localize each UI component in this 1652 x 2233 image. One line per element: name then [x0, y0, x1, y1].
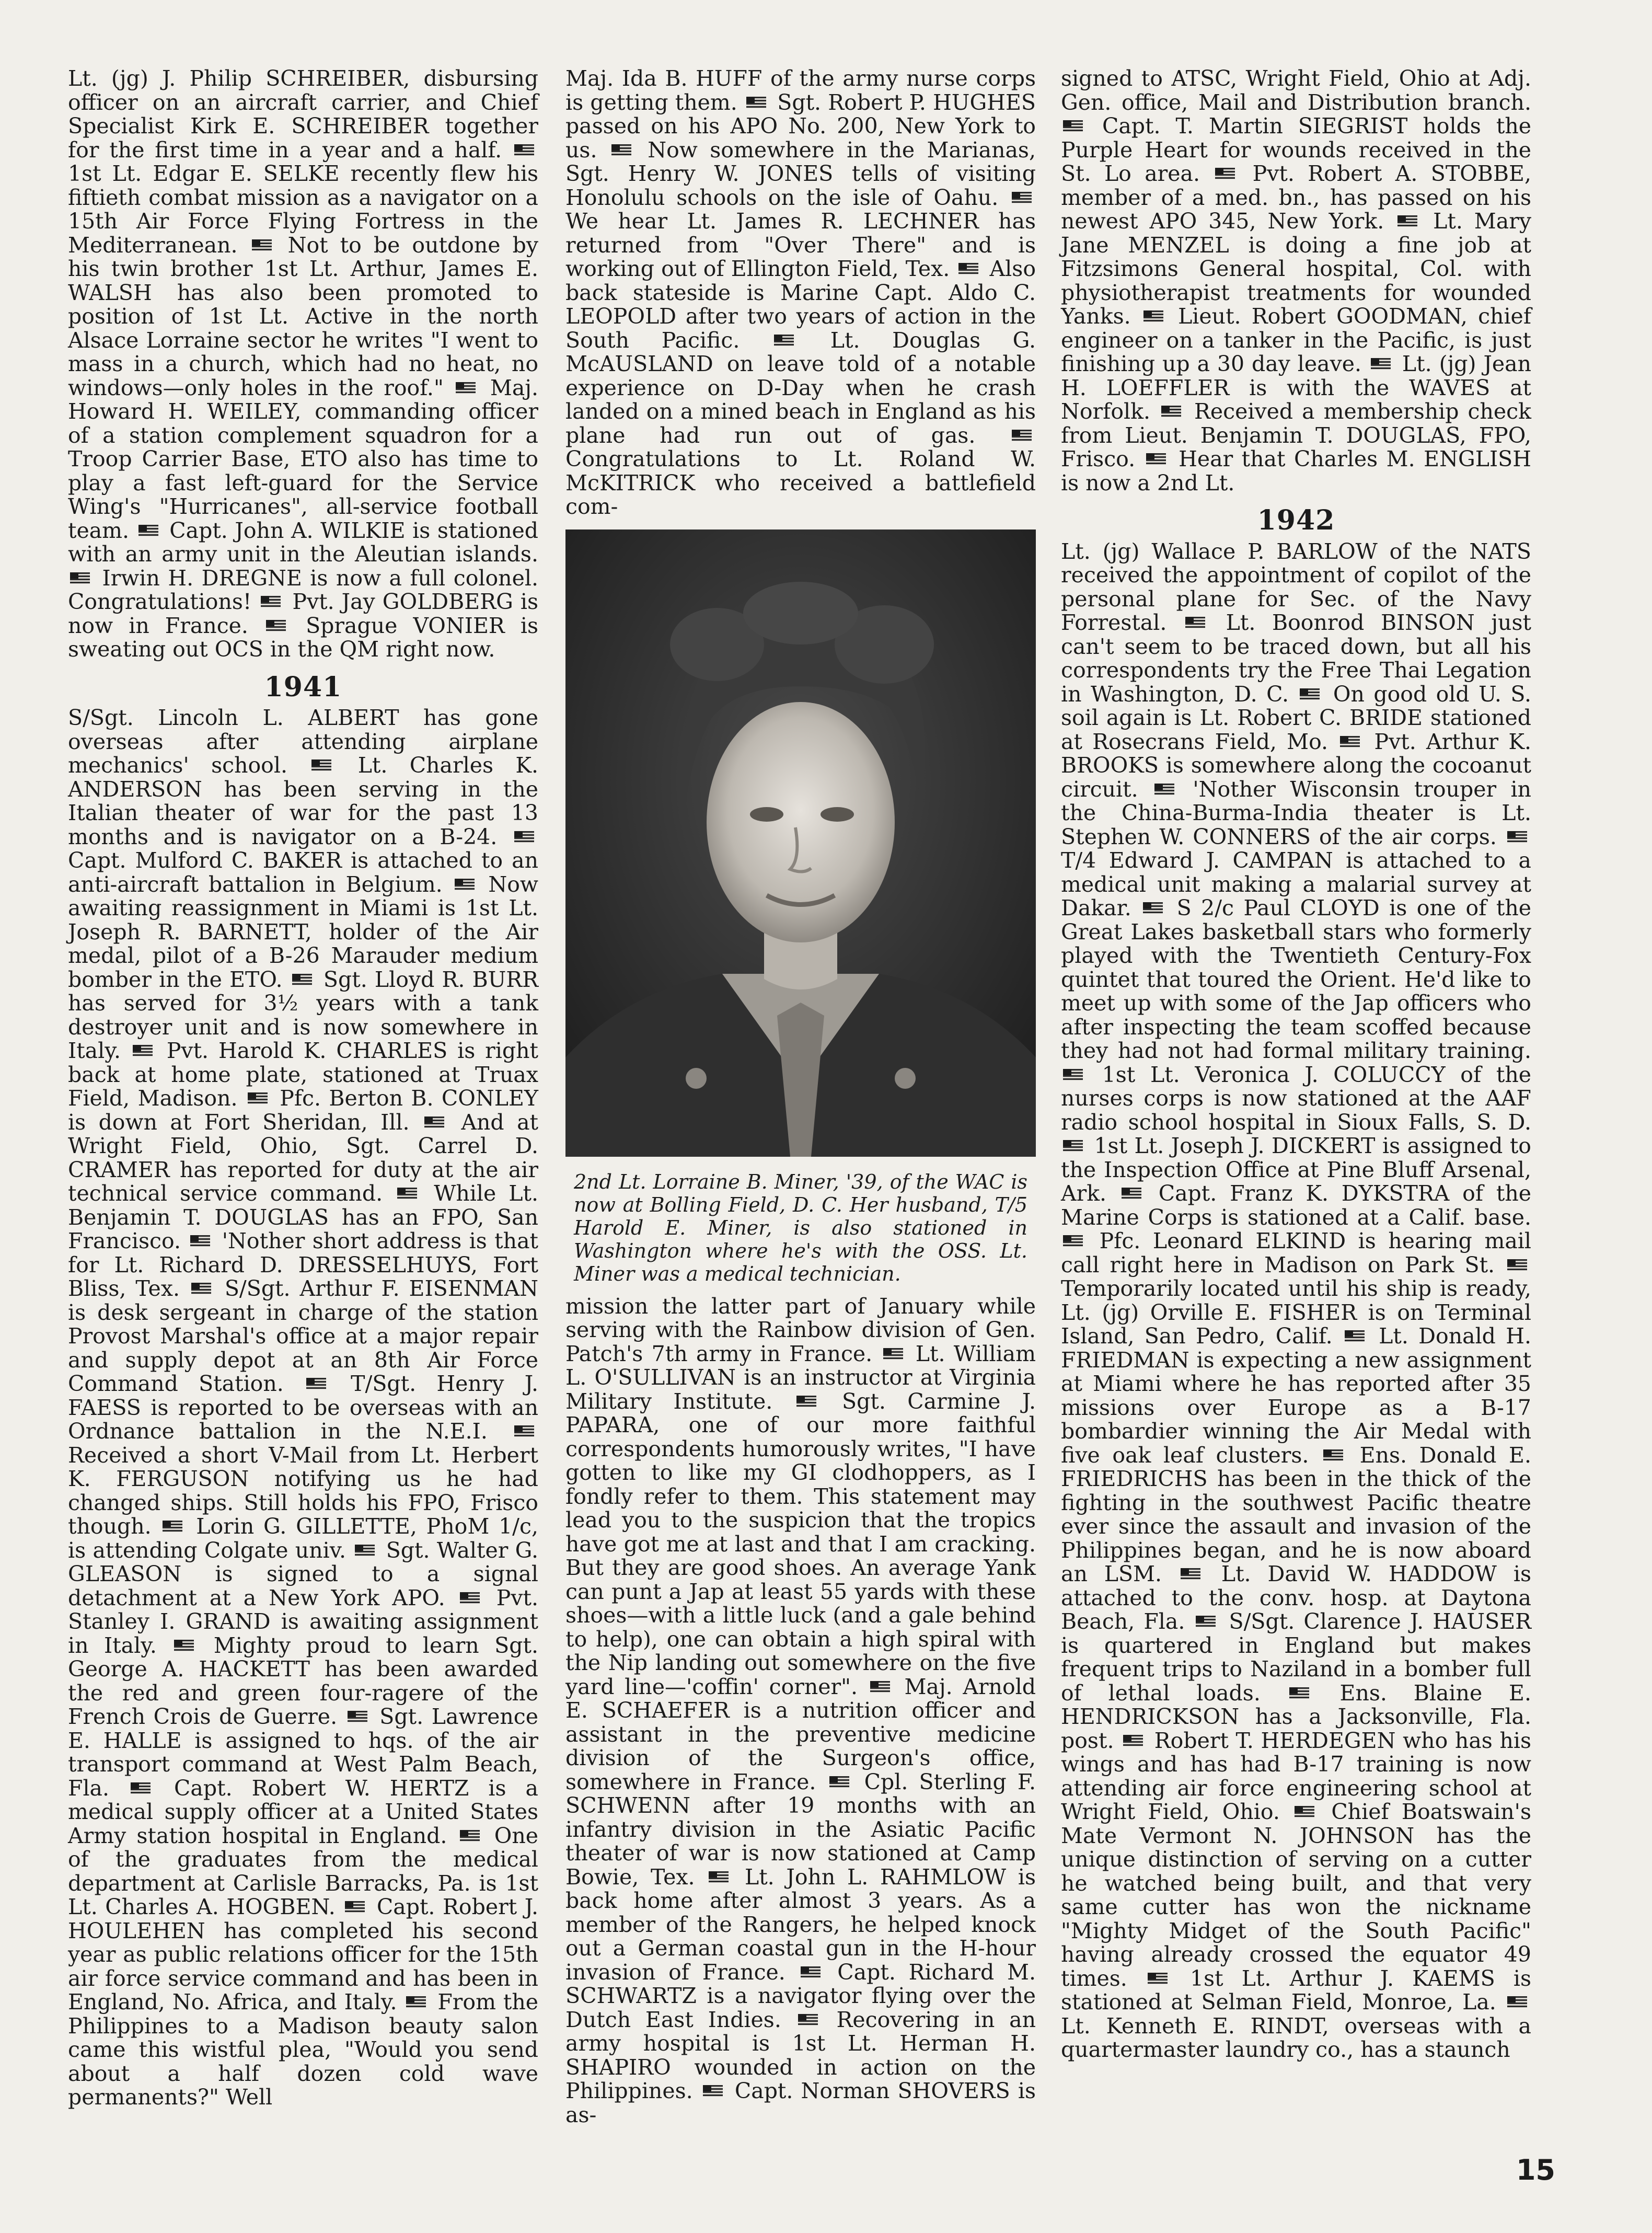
flag-separator-icon — [133, 1045, 153, 1056]
flag-separator-icon — [455, 879, 475, 890]
page-number: 15 — [1516, 2154, 1555, 2186]
flag-separator-icon — [261, 596, 281, 607]
flag-separator-icon — [1143, 902, 1163, 914]
flag-separator-icon — [1123, 1735, 1143, 1746]
flag-separator-icon — [397, 1188, 417, 1199]
flag-separator-icon — [514, 1425, 534, 1437]
flag-separator-icon — [958, 263, 978, 274]
flag-separator-icon — [1012, 192, 1032, 203]
flag-separator-icon — [266, 620, 286, 631]
flag-separator-icon — [1143, 310, 1163, 322]
flag-separator-icon — [709, 1871, 729, 1883]
flag-separator-icon — [829, 1776, 849, 1788]
flag-separator-icon — [1161, 406, 1181, 417]
flag-separator-icon — [611, 144, 631, 156]
flag-separator-icon — [248, 1092, 268, 1104]
flag-separator-icon — [424, 1116, 444, 1128]
flag-separator-icon — [1154, 784, 1174, 795]
class-notes-1942: Lt. (jg) Wallace P. BARLOW of the NATS received the appointment of copilot of the personal plane for Sec. of the Navy Forrestal. Lt. Boonrod BINSON just can't seem to be traced down, but all his correspondents try the Free Thai Legation in Washington, D. C. On good old U. S. soil again is Lt. Robert C. BRIDE stationed at Rosecrans Field, Mo. Pvt. Arthur K. BROOKS is somewhere along the cocoanut circuit. 'Nother Wisconsin trouper in the China-Burma-India theater is Lt. Stephen W. CONNERS of the air corps. T/4 Edward J. CAMPAN is attached to a medical unit making a malarial survey at Dakar. S 2/c Paul CLOYD is one of the Great Lakes basketball stars who formerly played with the Twentieth Century-Fox quintet that toured the Orient. He'd like to meet up with some of the Jap officers who after inspecting the team scoffed because they had not had formal military training. 1st Lt. Veronica J. COLUCCY of the nurses corps is now stationed at the AAF radio school hospital in Sioux Falls, S. D. 1st Lt. Joseph J. DICKERT is assigned to the Inspection Office at Pine Bluff Arsenal, Ark. Capt. Franz K. DYKSTRA of the Marine Corps is stationed at a Calif. base. Pfc. Leonard ELKIND is hearing mail call right here in Madison on Park St. Temporarily located until his ship is ready, Lt. (jg) Orville E. FISHER is on Terminal Island, San Pedro, Calif. Lt. Donald H. FRIEDMAN is expecting a new assignment at Miami where he has reported after 35 missions over Europe as a B-17 bombardier winning the Air Medal with five oak leaf clusters. Ens. Donald E. FRIEDRICHS has been in the thick of the fighting in the southwest Pacific theatre ever since the assault and invasion of the Philippines began, and he is now aboard an LSM. Lt. David W. HADDOW is attached to the conv. hosp. at Daytona Beach, Fla. S/Sgt. Clarence J. HAUSER is quartered in England but makes frequent trips to Naziland in a bomber full of lethal loads. Ens. Blaine E. HENDRICKSON has a Jacksonville, Fla. post. Robert T. HERDEGEN who has his wings and has had B-17 training is now attending air force engineering school at Wright Field, Ohio. Chief Boatswain's Mate Vermont N. JOHNSON has the unique distinction of serving on a cutter he watched being built, and that very same cutter has won the nickname "Mighty Midget of the South Pacific" having already crossed the equator 49 times. 1st Lt. Arthur J. KAEMS is stationed at Selman Field, Monroe, La. Lt. Kenneth E. RINDT, overseas with a quartermaster laundry co., has a staunch — [1061, 538, 1532, 2062]
flag-separator-icon — [798, 2014, 818, 2025]
flag-separator-icon — [306, 1378, 326, 1389]
flag-separator-icon — [1146, 453, 1166, 465]
flag-separator-icon — [1507, 1259, 1527, 1271]
flag-separator-icon — [190, 1235, 210, 1247]
flag-separator-icon — [1063, 1069, 1083, 1080]
flag-separator-icon — [138, 525, 158, 536]
portrait-image — [565, 530, 1036, 1157]
class-notes-1941: S/Sgt. Lincoln L. ALBERT has gone overseas after attending airplane mechanics' school. Lt. Charles K. ANDERSON has been serving in the Italian theater of war for the past 13 months and is navigator on a B-24. Capt. Mulford C. BAKER is attached to an anti-aircraft battalion in Belgium. Now awaiting reassignment in Miami is 1st Lt. Joseph R. BARNETT, holder of the Air medal, pilot of a B-26 Marauder medium bomber in the ETO. Sgt. Lloyd R. BURR has served for 3½ years with a tank destroyer unit and is now somewhere in Italy. Pvt. Harold K. CHARLES is right back at home plate, stationed at Truax Field, Madison. Pfc. Berton B. CONLEY is down at Fort Sheridan, Ill. And at Wright Field, Ohio, Sgt. Carrel D. CRAMER has reported for duty at the air technical service command. While Lt. Benjamin T. DOUGLAS has an FPO, San Francisco. 'Nother short address is that for Lt. Richard D. DRESSELHUYS, Fort Bliss, Tex. S/Sgt. Arthur F. EISENMAN is desk sergeant in charge of the station Provost Marshal's office at a major repair and supply depot at an 8th Air Force Command Station. T/Sgt. Henry J. FAESS is reported to be overseas with an Ordnance battalion in the N.E.I. Received a short V-Mail from Lt. Herbert K. FERGUSON notifying us he had changed ships. Still holds his FPO, Frisco though. Lorin G. GILLETTE, PhoM 1/c, is attending Colgate univ. Sgt. Walter G. GLEASON is signed to a signal detachment at a New York APO. Pvt. Stanley I. GRAND is awaiting assignment in Italy. Mighty proud to learn Sgt. George A. HACKETT has been awarded the red and green four-ragere of the French Crois de Guerre. Sgt. Lawrence E. HALLE is assigned to hqs. of the air transport command at West Palm Beach, Fla. Capt. Robert W. HERTZ is a medical supply officer at a United States Army station hospital in England. One of the graduates from the medical department at Carlisle Barracks, Pa. is 1st Lt. Charles A. HOGBEN. Capt. Robert J. HOULEHEN has completed his second year as public relations officer for the 15th air force service command and has been in England, No. Africa, and Italy. From the Philippines to a Madison beauty salon came this wistful plea, "Would you send about a half dozen cold wave permanents?" Well — [68, 705, 539, 2110]
flag-separator-icon — [514, 144, 534, 156]
flag-separator-icon — [460, 1830, 480, 1841]
flag-separator-icon — [870, 1681, 890, 1693]
flag-separator-icon — [703, 2085, 723, 2097]
flag-separator-icon — [1063, 1140, 1083, 1152]
flag-separator-icon — [514, 831, 534, 843]
class-notes-1941-middle-bottom: mission the latter part of January while serving with the Rainbow division of Gen. Patch's 7th army in France. Lt. William L. O'SULLIVAN is an instructor at Virginia Military Institute. Sgt. Carmine J. PAPARA, one of our more faithful correspondents humorously writes, "I have gotten to like my GI clodhoppers, as I fondly refer to them. This statement may lead you to the suspicion that the tropics have got me at last and that I am cracking. But they are good shoes. An average Yank can punt a Jap at least 55 yards with these shoes—with a little luck (and a gale behind to help), one can obtain a high spiral with the Nip landing out somewhere on the five yard line—'coffin' corner". Maj. Arnold E. SCHAEFER is a nutrition officer and assistant in the preventive medicine division of the Surgeon's office, somewhere in France. Cpl. Sterling F. SCHWENN after 19 months with an infantry division in the Asiatic Pacific theater of war is now stationed at Camp Bowie, Tex. Lt. John L. RAHMLOW is back home after almost 3 years. As a member of the Rangers, he helped knock out a German coastal gun in the H-hour invasion of France. Capt. Richard M. SCHWARTZ is a navigator flying over the Dutch East Indies. Recovering in an army hospital is 1st Lt. Herman H. SHAPIRO wounded in action on the Philippines. Capt. Norman SHOVERS is as- — [565, 1293, 1036, 2127]
class-notes-1941-middle-top: Maj. Ida B. HUFF of the army nurse corps is getting them. Sgt. Robert P. HUGHES passed on his APO No. 200, New York to us. Now somewhere in the Marianas, Sgt. Henry W. JONES tells of visiting Honolulu schools on the isle of Oahu. We hear Lt. James R. LECHNER has returned from "Over There" and is working out of Ellington Field, Tex. Also back stateside is Marine Capt. Aldo C. LEOPOLD after two years of action in the South Pacific. Lt. Douglas G. McAUSLAND on leave told of a notable experience on D-Day when he crash landed on a mined beach in England as his plane had run out of gas. Congratulations to Lt. Roland W. McKITRICK who received a battlefield com- — [565, 66, 1036, 519]
flag-separator-icon — [174, 1640, 194, 1651]
flag-separator-icon — [1215, 168, 1235, 179]
flag-separator-icon — [345, 1901, 365, 1913]
flag-separator-icon — [406, 1996, 426, 2008]
flag-separator-icon — [796, 1396, 816, 1407]
flag-separator-icon — [774, 335, 794, 346]
flag-separator-icon — [1345, 1330, 1365, 1342]
flag-separator-icon — [1295, 1806, 1314, 1817]
flag-separator-icon — [460, 1592, 480, 1604]
portrait-figure — [565, 530, 1036, 1285]
flag-separator-icon — [1185, 617, 1205, 628]
flag-separator-icon — [456, 382, 476, 394]
flag-separator-icon — [355, 1545, 375, 1556]
flag-separator-icon — [252, 239, 272, 251]
flag-separator-icon — [883, 1348, 903, 1360]
flag-separator-icon — [1148, 1973, 1168, 1984]
flag-separator-icon — [1340, 736, 1360, 747]
flag-separator-icon — [1063, 120, 1083, 132]
column-left — [68, 67, 538, 2194]
year-heading-1942: 1942 — [1257, 504, 1335, 536]
column-right — [1061, 67, 1531, 2194]
flag-separator-icon — [1289, 1687, 1309, 1699]
flag-separator-icon — [1181, 1568, 1200, 1580]
flag-separator-icon — [348, 1711, 367, 1722]
flag-separator-icon — [1323, 1449, 1343, 1461]
flag-separator-icon — [1063, 1235, 1083, 1247]
class-notes-1940-continued: Lt. (jg) J. Philip SCHREIBER, disbursing officer on an aircraft carrier, and Chief Specialist Kirk E. SCHREIBER together for the first time in a year and a half. 1st Lt. Edgar E. SELKE recently flew his fiftieth combat mission as a navigator on a 15th Air Force Flying Fortress in the Mediterranean. Not to be outdone by his twin brother 1st Lt. Arthur, James E. WALSH has also been promoted to position of 1st Lt. Active in the north Alsace Lorraine sector he writes "I went to mass in a church, which had no heat, no windows—only holes in the roof." Maj. Howard H. WEILEY, commanding officer of a station complement squadron for a Troop Carrier Base, ETO also has time to play a fast left-guard for the Service Wing's "Hurricanes", all-service football team. Capt. John A. WILKIE is stationed with an army unit in the Aleutian islands. Irwin H. DREGNE is now a full colonel. Congratulations! Pvt. Jay GOLDBERG is now in France. Sprague VONIER is sweating out OCS in the QM right now. — [68, 66, 539, 662]
flag-separator-icon — [311, 759, 331, 771]
portrait-photo — [565, 530, 1036, 1157]
flag-separator-icon — [801, 1966, 821, 1978]
flag-separator-icon — [1300, 688, 1320, 700]
column-middle — [565, 67, 1036, 2194]
flag-separator-icon — [131, 1782, 151, 1794]
flag-separator-icon — [70, 572, 90, 584]
flag-separator-icon — [191, 1283, 211, 1294]
flag-separator-icon — [1012, 430, 1032, 441]
flag-separator-icon — [1196, 1616, 1216, 1627]
class-notes-1941-right-top: signed to ATSC, Wright Field, Ohio at Adj. Gen. office, Mail and Distribution branch. Capt. T. Martin SIEGRIST holds the Purple Heart for wounds received in the St. Lo area. Pvt. Robert A. STOBBE, member of a med. bn., has passed on his newest APO 345, New York. Lt. Mary Jane MENZEL is doing a fine job at Fitzsimons General hospital, Col. with physiotherapist treatments for wounded Yanks. Lieut. Robert GOODMAN, chief engineer on a tanker in the Pacific, is just finishing up a 30 day leave. Lt. (jg) Jean H. LOEFFLER is with the WAVES at Norfolk. Received a membership check from Lieut. Benjamin T. DOUGLAS, FPO, Frisco. Hear that Charles M. ENGLISH is now a 2nd Lt. — [1061, 66, 1532, 496]
flag-separator-icon — [163, 1521, 182, 1532]
flag-separator-icon — [1397, 215, 1417, 227]
flag-separator-icon — [746, 97, 766, 108]
flag-separator-icon — [1507, 831, 1527, 843]
flag-separator-icon — [1507, 1996, 1527, 2008]
year-heading-1941: 1941 — [264, 671, 342, 703]
photo-caption: 2nd Lt. Lorraine B. Miner, '39, of the WAC is now at Bolling Field, D. C. Her husband, T/5 Harold E. Miner, is also stationed in Washington where he's with the OSS. Lt. Miner was a medical technician. — [574, 1170, 1027, 1285]
flag-separator-icon — [1122, 1188, 1141, 1199]
flag-separator-icon — [292, 974, 312, 985]
flag-separator-icon — [1371, 358, 1391, 370]
